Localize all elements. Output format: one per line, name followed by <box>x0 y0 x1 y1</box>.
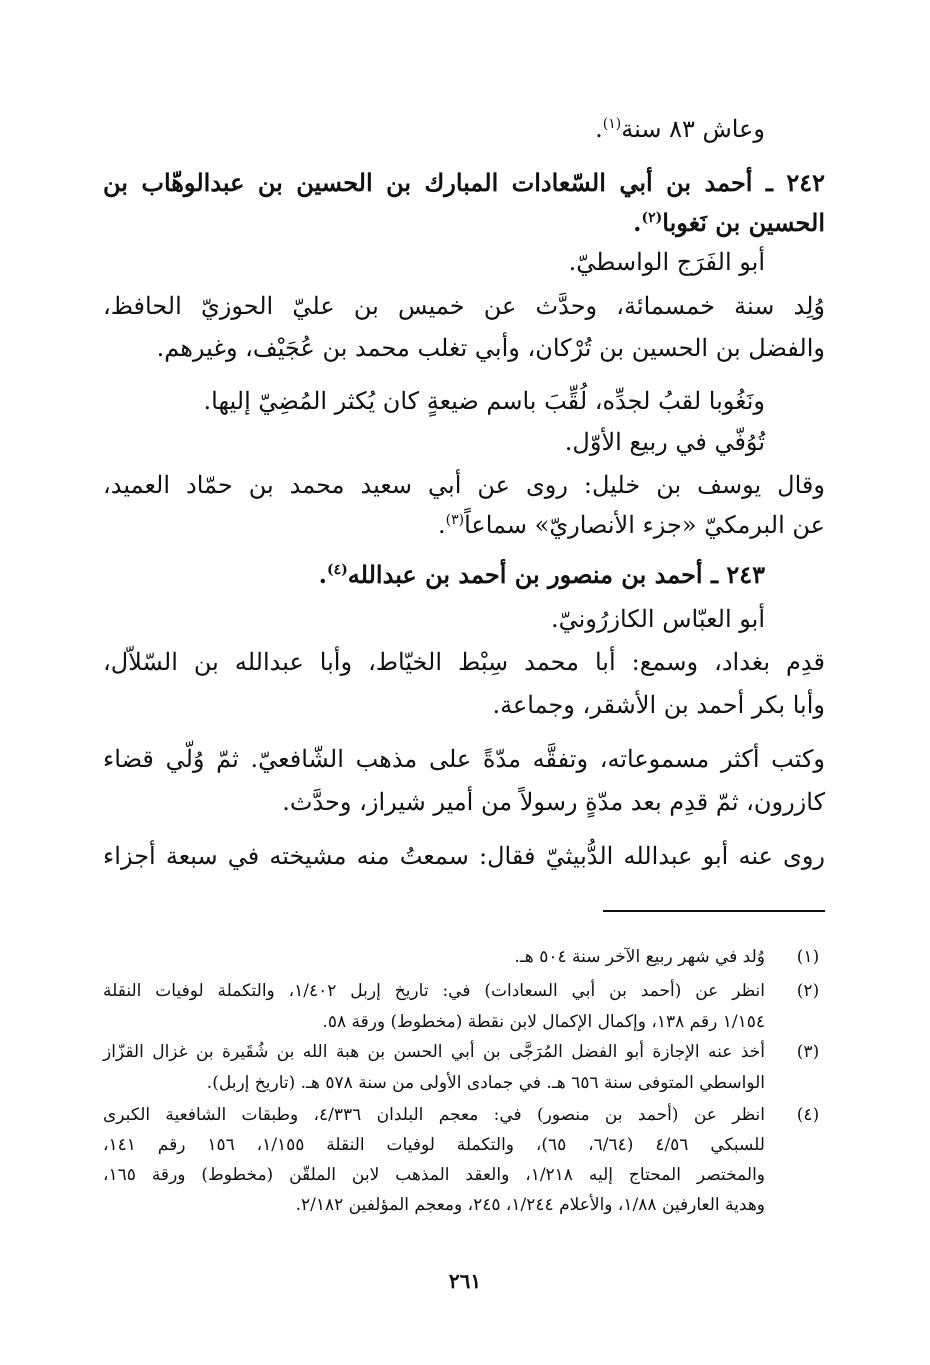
text-line: أبو العبّاس الكازرُونيّ. <box>550 605 765 633</box>
footnote-line: انظر عن (أحمد بن منصور) في: معجم البلدان ٤/٣٣٦، وطبقات الشافعية الكبرى <box>103 1105 765 1125</box>
footnote-marker: (١) <box>602 116 622 132</box>
text-line: تُوُفّي في ربيع الأوّل. <box>564 428 765 456</box>
footnote-line: للسبكي ٤/٥٦ (٦/٦٤، ٦٥)، والتكملة لوفيات النقلة ١/١٥٥، ١٥٦ رقم ١٤١، <box>103 1135 765 1155</box>
text-line: وقال يوسف بن خليل: روى عن أبي سعيد محمد بن حمّاد العميد، <box>103 471 825 499</box>
text-line: قدِم بغداد، وسمع: أبا محمد سِبْط الخيّاط، وأبا عبدالله بن السّلاّل، <box>103 648 825 676</box>
text-line: وكتب أكثر مسموعاته، وتفقَّه مدّةً على مذهب الشّافعيّ. ثمّ وُلّي قضاء <box>103 745 825 773</box>
footnote-marker: (٤) <box>327 562 348 578</box>
footnote-number: (١) <box>796 947 820 967</box>
text-line: ونَغُوبا لقبُ لجدِّه، لُقِّبَ باسم ضيعةٍ كان يُكثر المُضِيّ إليها. <box>203 387 765 415</box>
text-line: وُلِد سنة خمسمائة، وحدَّث عن خميس بن عليّ الحوزيّ الحافظ، <box>103 292 825 320</box>
text-line: والفضل بن الحسين بن تُرْكان، وأبي تغلب محمد بن عُجَيْف، وغيرهم. <box>156 334 825 362</box>
footnote-line: ١/١٥٤ رقم ١٣٨، وإكمال الإكمال لابن نقطة (مخطوط) ورقة ٥٨. <box>322 1012 765 1032</box>
entry-heading-243: ٢٤٣ ـ أحمد بن منصور بن أحمد بن عبدالله$^{(٤)}$. <box>318 560 765 589</box>
footnote-number: (٣) <box>796 1042 820 1062</box>
text-line: أبو الفَرَج الواسطيّ. <box>568 248 765 276</box>
footnote-line: أخذ عنه الإجازة أبو الفضل المُرَجَّى بن أبي الحسن بن هبة الله بن شُقَيرة بن غزال القزّاز <box>103 1042 765 1062</box>
text-line: عن البرمكيّ «جزء الأنصاريّ» سماعاً$^{(٣)}$. <box>438 511 825 539</box>
footnote-line: وُلد في شهر ربيع الآخر سنة ٥٠٤ هـ. <box>514 947 765 967</box>
footnote-number: (٢) <box>796 981 820 1001</box>
footnote-line: وهدية العارفين ١/٨٨، والأعلام ١/٢٤٤، ٢٤٥، ومعجم المؤلفين ٢/١٨٢. <box>295 1195 765 1215</box>
footnote-number: (٤) <box>796 1105 820 1125</box>
entry-heading-242-cont: الحسين بن نَغوبا$^{(٢)}$. <box>633 208 825 237</box>
footnote-line: الواسطي المتوفى سنة ٦٥٦ هـ. في جمادى الأولى من سنة ٥٧٨ هـ. (تاريخ إربل). <box>206 1073 765 1093</box>
footnote-line: والمختصر المحتاج إليه ١/٢١٨، والعقد المذهب لابن الملقّن (مخطوط) ورقة ١٦٥، <box>103 1165 766 1185</box>
page-number: ٢٦١ <box>448 1269 482 1293</box>
entry-heading-242: ٢٤٢ ـ أحمد بن أبي السّعادات المبارك بن الحسين بن عبدالوهّاب بن <box>103 168 825 197</box>
text-line: روى عنه أبو عبدالله الدُّبيثيّ فقال: سمعتُ منه مشيخته في سبعة أجزاء <box>103 842 825 870</box>
footnote-separator <box>603 910 825 912</box>
text-line: وأبا بكر أحمد بن الأشقر، وجماعة. <box>492 691 825 719</box>
footnote-marker: (٢) <box>641 210 663 226</box>
footnote-line: انظر عن (أحمد بن أبي السعادات) في: تاريخ إربل ١/٤٠٢، والتكملة لوفيات النقلة <box>103 981 765 1001</box>
text-line: وعاش ٨٣ سنة$^{(١)}$. <box>595 115 765 143</box>
text-line: كازرون، ثمّ قدِم بعد مدّةٍ رسولاً من أمير شيراز، وحدَّث. <box>282 788 825 816</box>
footnote-marker: (٣) <box>445 512 465 528</box>
